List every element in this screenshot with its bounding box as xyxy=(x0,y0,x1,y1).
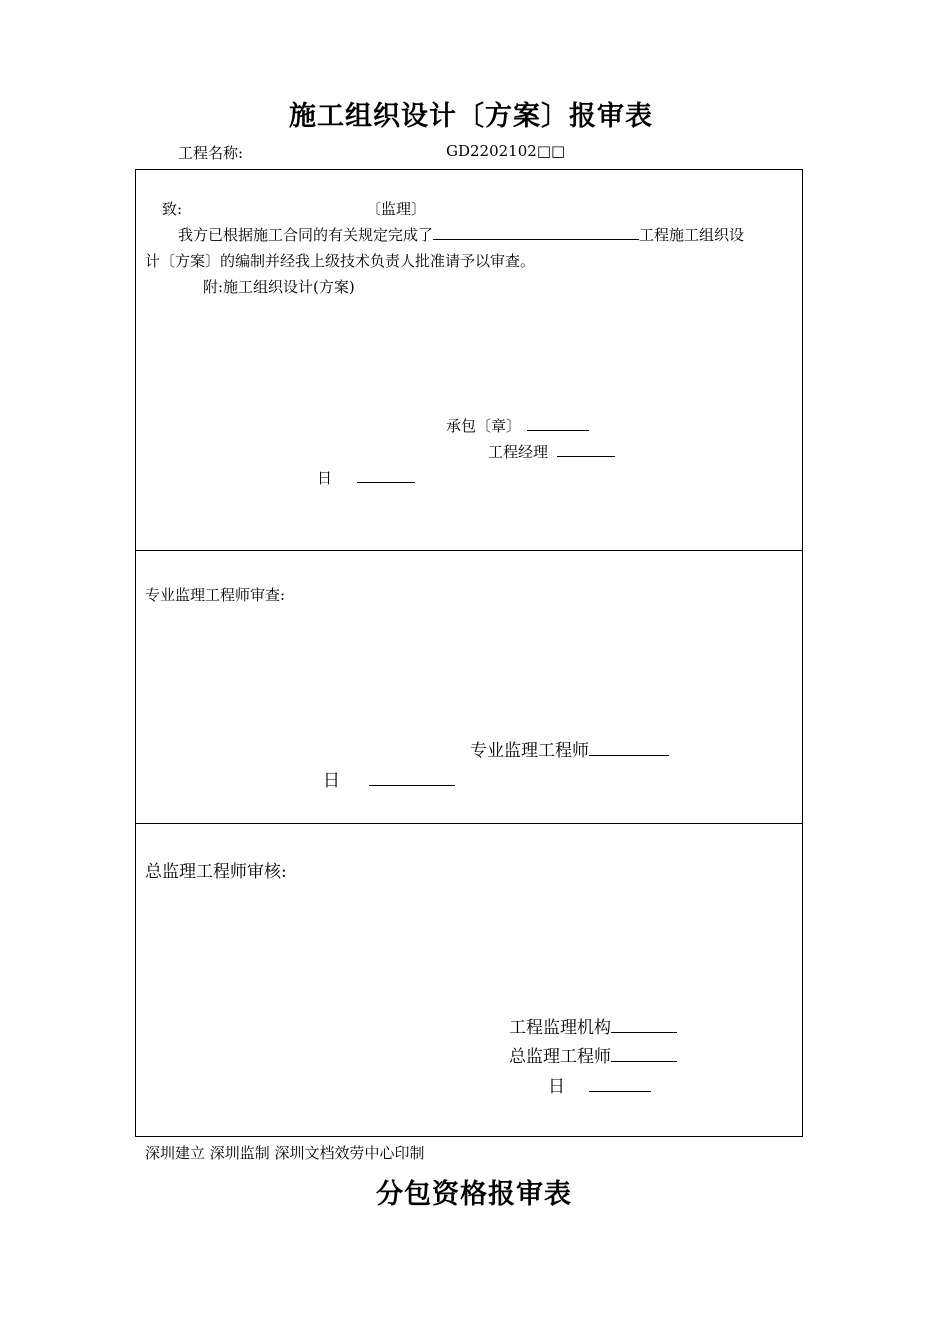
form-title: 施工组织设计〔方案〕报审表 xyxy=(289,101,653,132)
supervision-org-blank[interactable] xyxy=(611,1032,677,1033)
section1-date-row xyxy=(317,467,415,488)
project-name-blank[interactable] xyxy=(433,239,639,240)
submission-text-line2: 计〔方案〕的编制并经我上级技术负责人批准请予以审查。 xyxy=(145,252,536,270)
project-manager-row xyxy=(488,441,615,462)
print-footer: 深圳建立 深圳监制 深圳文档效劳中心印制 xyxy=(145,1144,425,1162)
to-label: 致: xyxy=(162,200,183,218)
date-blank[interactable] xyxy=(369,785,455,786)
next-form-title: 分包资格报审表 xyxy=(376,1179,572,1210)
contractor-seal-row xyxy=(446,415,589,436)
project-name-label: 工程名称: xyxy=(178,144,244,162)
section3-date-row xyxy=(548,1072,651,1097)
project-manager-blank[interactable] xyxy=(557,456,615,457)
submission-text-prefix: 我方已根据施工合同的有关规定完成了 xyxy=(178,226,434,244)
supervisor-label: 〔监理〕 xyxy=(366,200,427,218)
submission-text-line1 xyxy=(178,224,744,245)
project-manager-label: 工程经理 xyxy=(488,443,549,461)
chief-review-heading: 总监理工程师审核: xyxy=(145,862,287,882)
date-blank[interactable] xyxy=(589,1091,651,1092)
specialist-review-heading: 专业监理工程师审查: xyxy=(145,586,286,604)
specialist-engineer-label: 专业监理工程师 xyxy=(470,741,589,761)
date-label: 日 xyxy=(548,1077,565,1097)
chief-engineer-row xyxy=(509,1042,677,1067)
chief-engineer-label: 总监理工程师 xyxy=(509,1047,611,1067)
section-divider xyxy=(135,550,803,551)
contractor-seal-label: 承包〔章〕 xyxy=(446,417,522,435)
supervision-org-label: 工程监理机构 xyxy=(509,1018,611,1038)
chief-engineer-blank[interactable] xyxy=(611,1061,677,1062)
specialist-engineer-row xyxy=(470,736,669,761)
date-label: 日 xyxy=(323,771,340,791)
form-table xyxy=(135,169,803,1137)
specialist-engineer-blank[interactable] xyxy=(589,755,669,756)
form-code: GD2202102□□ xyxy=(446,142,566,160)
date-blank[interactable] xyxy=(357,482,415,483)
supervision-org-row xyxy=(509,1013,677,1038)
section-divider xyxy=(135,823,803,824)
attachment-note: 附:施工组织设计(方案) xyxy=(203,278,355,296)
date-label: 日 xyxy=(317,469,333,487)
contractor-seal-blank[interactable] xyxy=(527,430,589,431)
submission-text-suffix: 工程施工组织设 xyxy=(639,226,745,244)
section2-date-row xyxy=(323,766,455,791)
